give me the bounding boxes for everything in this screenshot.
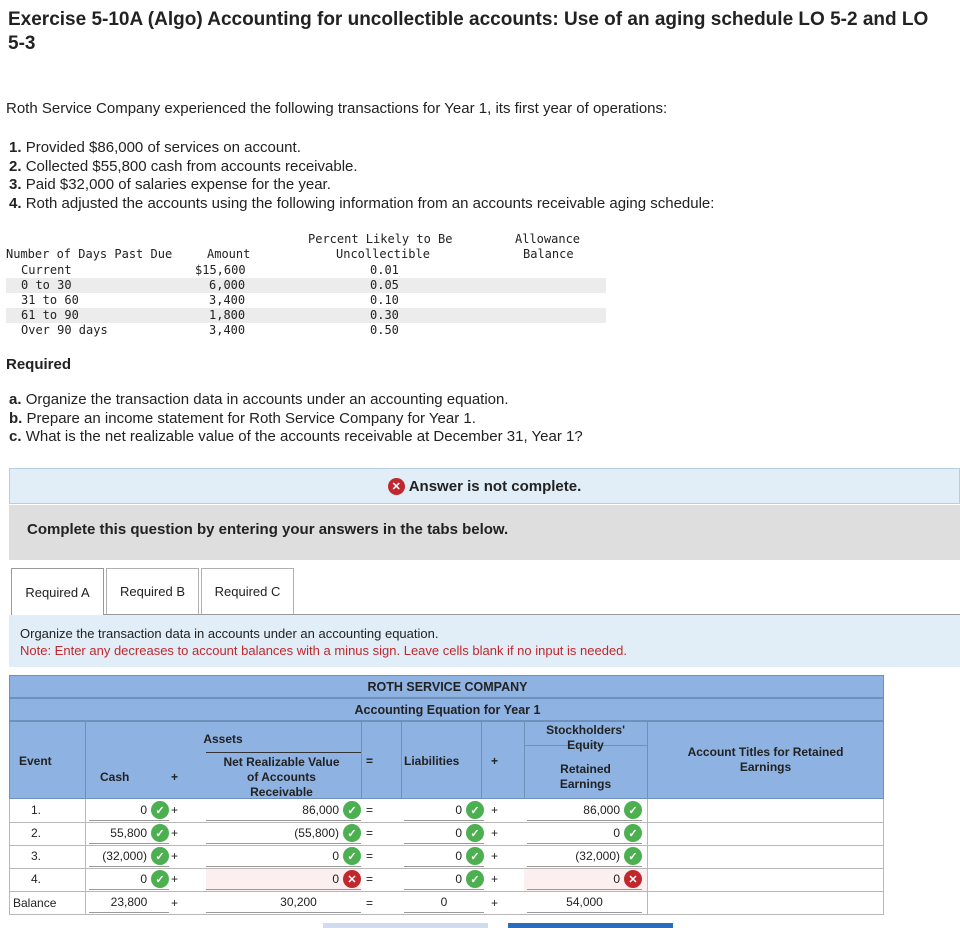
table-row — [6, 263, 606, 278]
instructions-text: Organize the transaction data in accounts under an accounting equation. — [20, 626, 439, 641]
list-item: 2. Collected $55,800 cash from accounts receivable. — [9, 157, 358, 175]
plus-sign: + — [171, 872, 179, 886]
plus-sign: + — [491, 754, 499, 768]
status-text: Answer is not complete. — [408, 477, 582, 495]
requirements-list — [9, 391, 583, 447]
plus-sign: + — [491, 849, 499, 863]
retained-earnings-balance: 54,000 — [527, 892, 642, 913]
plus-sign: + — [491, 872, 499, 886]
assets-header: Assets — [203, 732, 243, 746]
plus-sign: + — [491, 896, 499, 910]
retained-earnings-input[interactable]: 86,000 ✓ — [527, 800, 642, 821]
amount-cell: 6,000 — [209, 278, 246, 292]
instructions-note: Note: Enter any decreases to account balances with a minus sign. Leave cells blank if no input is needed. — [20, 642, 628, 658]
cash-input[interactable]: 0 ✓ — [89, 869, 169, 890]
equals-sign: = — [366, 803, 374, 817]
plus-sign: + — [171, 849, 179, 863]
days-cell: Over 90 days — [21, 323, 108, 337]
amount-cell: 3,400 — [209, 293, 246, 307]
cash-balance: 23,800 — [89, 892, 169, 913]
amount-cell: 3,400 — [209, 323, 246, 337]
retained-earnings-input[interactable]: 0 ✓ — [527, 823, 642, 844]
instructions-panel — [9, 615, 960, 667]
next-button[interactable] — [508, 923, 673, 928]
exercise-title: Exercise 5-10A (Algo) Accounting for uncollectible accounts: Use of an aging schedule LO 5-2 and LO 5-3 — [8, 9, 929, 54]
correct-check-icon: ✓ — [343, 847, 361, 865]
list-item: 1. Provided $86,000 of services on account. — [9, 139, 301, 156]
retained-earnings-header: Retained Earnings — [559, 762, 612, 791]
equals-sign: = — [366, 872, 374, 886]
correct-check-icon: ✓ — [343, 801, 361, 819]
table-row — [6, 293, 606, 308]
amount-cell: $15,600 — [195, 263, 246, 277]
list-item: 4. Roth adjusted the accounts using the following information from an accounts receivable aging schedule: — [9, 194, 715, 212]
allowance-header: Allowance — [515, 232, 581, 246]
liabilities-input[interactable]: 0 ✓ — [404, 800, 484, 821]
cash-header: Cash — [100, 770, 130, 784]
event-number: 1. — [31, 803, 42, 817]
transaction-list — [9, 139, 714, 213]
accounting-equation-table — [9, 675, 884, 915]
required-heading: Required — [6, 356, 72, 373]
amount-header: Amount — [207, 247, 251, 261]
equals-sign: = — [366, 849, 374, 863]
correct-check-icon: ✓ — [624, 824, 642, 842]
equation-subtitle: Accounting Equation for Year 1 — [354, 703, 541, 717]
liabilities-input[interactable]: 0 ✓ — [404, 869, 484, 890]
days-cell: 61 to 90 — [21, 308, 79, 322]
liabilities-input[interactable]: 0 ✓ — [404, 846, 484, 867]
prev-button[interactable] — [323, 923, 488, 928]
event-number: 4. — [31, 872, 42, 886]
list-item: a. Organize the transaction data in accounts under an accounting equation. — [9, 391, 509, 408]
days-cell: Current — [21, 263, 72, 277]
account-title-input[interactable] — [654, 823, 879, 844]
plus-sign: + — [171, 770, 179, 784]
correct-check-icon: ✓ — [466, 847, 484, 865]
nrv-input[interactable]: (55,800) ✓ — [206, 823, 361, 844]
event-number: 3. — [31, 849, 42, 863]
cash-input[interactable]: 55,800 ✓ — [89, 823, 169, 844]
tab-required-c[interactable]: Required C — [201, 568, 294, 614]
percent-cell: 0.05 — [370, 278, 399, 292]
correct-check-icon: ✓ — [624, 801, 642, 819]
answer-status-banner — [9, 468, 960, 504]
plus-sign: + — [491, 826, 499, 840]
account-titles-header: Account Titles for Retained Earnings — [687, 745, 844, 774]
tab-required-b[interactable]: Required B — [106, 568, 199, 614]
nrv-input[interactable]: 86,000 ✓ — [206, 800, 361, 821]
liabilities-header: Liabilities — [404, 754, 460, 768]
tab-required-a[interactable]: Required A — [11, 568, 104, 616]
percent-cell: 0.10 — [370, 293, 399, 307]
percent-cell: 0.01 — [370, 263, 399, 277]
list-item: b. Prepare an income statement for Roth Service Company for Year 1. — [9, 409, 476, 427]
percent-cell: 0.50 — [370, 323, 399, 337]
account-title-input[interactable] — [654, 869, 879, 890]
liabilities-balance: 0 — [404, 892, 484, 913]
nrv-balance: 30,200 — [206, 892, 361, 913]
intro-text: Roth Service Company experienced the following transactions for Year 1, its first year of operations: — [6, 100, 668, 117]
days-header: Number of Days Past Due — [6, 247, 173, 261]
retained-earnings-input[interactable]: 0 ✕ — [527, 869, 642, 890]
amount-cell: 1,800 — [209, 308, 246, 322]
balance-label: Balance — [13, 896, 57, 910]
days-cell: 0 to 30 — [21, 278, 72, 292]
liabilities-input[interactable]: 0 ✓ — [404, 823, 484, 844]
percent-header-2: Uncollectible — [336, 247, 430, 261]
allowance-header-2: Balance — [523, 247, 574, 261]
percent-header: Percent Likely to Be — [308, 232, 453, 246]
correct-check-icon: ✓ — [151, 870, 169, 888]
incorrect-x-icon: ✕ — [343, 870, 361, 888]
error-x-icon: ✕ — [388, 478, 405, 495]
list-item: c. What is the net realizable value of the accounts receivable at December 31, Year 1? — [9, 428, 583, 445]
company-header — [9, 675, 884, 698]
correct-check-icon: ✓ — [466, 870, 484, 888]
table-row — [6, 308, 606, 323]
aging-schedule-table — [6, 232, 606, 338]
complete-question-banner: Complete this question by entering your answers in the tabs below. — [9, 505, 960, 560]
correct-check-icon: ✓ — [151, 824, 169, 842]
nrv-input[interactable]: 0 ✓ — [206, 846, 361, 867]
equals-sign: = — [366, 754, 374, 768]
plus-sign: + — [171, 826, 179, 840]
aging-header-row — [6, 232, 606, 263]
event-number: 2. — [31, 826, 42, 840]
table-row — [6, 278, 606, 293]
plus-sign: + — [171, 803, 179, 817]
days-cell: 31 to 60 — [21, 293, 79, 307]
company-name: ROTH SERVICE COMPANY — [367, 680, 528, 694]
stockholders-equity-header: Stockholders' Equity — [546, 723, 625, 752]
equals-sign: = — [366, 826, 374, 840]
nrv-input[interactable]: 0 ✕ — [206, 869, 361, 890]
event-header: Event — [19, 754, 52, 768]
retained-earnings-input[interactable]: (32,000) ✓ — [527, 846, 642, 867]
equation-subtitle-row — [9, 698, 884, 721]
correct-check-icon: ✓ — [151, 801, 169, 819]
cash-input[interactable]: 0 ✓ — [89, 800, 169, 821]
correct-check-icon: ✓ — [466, 801, 484, 819]
table-row — [6, 323, 606, 338]
correct-check-icon: ✓ — [343, 824, 361, 842]
percent-cell: 0.30 — [370, 308, 399, 322]
list-item: 3. Paid $32,000 of salaries expense for the year. — [9, 176, 331, 193]
correct-check-icon: ✓ — [624, 847, 642, 865]
account-title-input[interactable] — [654, 846, 879, 867]
equals-sign: = — [366, 896, 374, 910]
plus-sign: + — [171, 896, 179, 910]
correct-check-icon: ✓ — [151, 847, 169, 865]
nrv-header: Net Realizable Value of Accounts Receivable — [223, 755, 340, 799]
plus-sign: + — [491, 803, 499, 817]
account-title-input[interactable] — [654, 800, 879, 821]
cash-input[interactable]: (32,000) ✓ — [89, 846, 169, 867]
incorrect-x-icon: ✕ — [624, 870, 642, 888]
correct-check-icon: ✓ — [466, 824, 484, 842]
